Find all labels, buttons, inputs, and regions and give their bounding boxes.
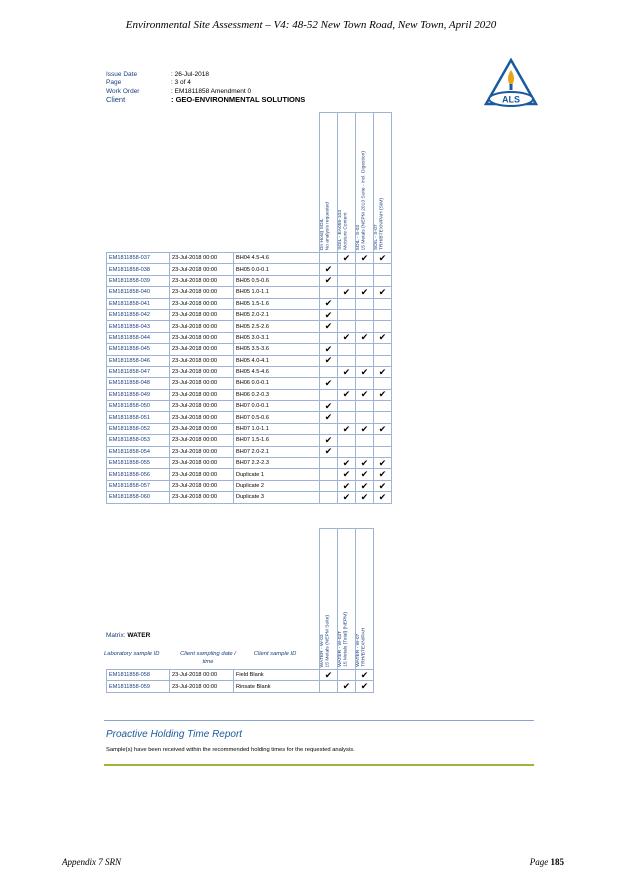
- check-cell: ✔: [374, 366, 392, 377]
- sampling-date: 23-Jul-2018 00:00: [170, 275, 234, 286]
- lab-sample-id: EM1811858-060: [107, 492, 170, 503]
- lab-sample-id: EM1811858-057: [107, 480, 170, 491]
- check-cell: [374, 275, 392, 286]
- client-sample-id: BH07 2.0-2.1: [234, 446, 320, 457]
- sampling-date: 23-Jul-2018 00:00: [170, 435, 234, 446]
- check-cell: [320, 469, 338, 480]
- sampling-date: 23-Jul-2018 00:00: [170, 332, 234, 343]
- check-cell: [356, 412, 374, 423]
- lab-sample-id: EM1811858-040: [107, 287, 170, 298]
- check-cell: [320, 681, 338, 692]
- check-cell: ✔: [374, 480, 392, 491]
- table-row: [107, 435, 392, 446]
- report-meta: [106, 71, 305, 105]
- client-sample-id: BH06 0.2-0.3: [234, 389, 320, 400]
- check-cell: ✔: [374, 423, 392, 434]
- check-cell: ✔: [320, 670, 338, 681]
- check-cell: ✔: [338, 423, 356, 434]
- sampling-date: 23-Jul-2018 00:00: [170, 355, 234, 366]
- col-head-client-sample: Client sample ID: [253, 651, 297, 657]
- check-cell: [356, 446, 374, 457]
- client-sample-id: BH07 1.0-1.1: [234, 423, 320, 434]
- table-row: [107, 275, 392, 286]
- check-cell: [374, 412, 392, 423]
- client-label: Client: [106, 95, 126, 105]
- check-cell: [320, 480, 338, 491]
- sampling-date: 23-Jul-2018 00:00: [170, 401, 234, 412]
- lab-sample-id: EM1811858-047: [107, 366, 170, 377]
- table-row: [107, 309, 392, 320]
- check-cell: ✔: [356, 366, 374, 377]
- check-cell: ✔: [374, 389, 392, 400]
- check-cell: [374, 344, 392, 355]
- check-cell: [320, 389, 338, 400]
- check-cell: [374, 435, 392, 446]
- check-cell: [374, 355, 392, 366]
- water-col-header: WATER - W-03 15 Metals (NEPM Suite): [320, 529, 338, 670]
- sampling-date: 23-Jul-2018 00:00: [170, 344, 234, 355]
- table-row: [107, 681, 374, 692]
- col-head-lab-id: Laboratory sample ID: [104, 651, 160, 657]
- footer-page: Page 185: [529, 857, 564, 867]
- check-cell: [374, 298, 392, 309]
- table-row: [107, 670, 374, 681]
- client-sample-id: BH05 3.0-3.1: [234, 332, 320, 343]
- table-row: [107, 412, 392, 423]
- check-cell: ✔: [356, 458, 374, 469]
- check-cell: [338, 264, 356, 275]
- client-sample-id: BH05 0.5-0.6: [234, 275, 320, 286]
- lab-sample-id: EM1811858-044: [107, 332, 170, 343]
- sampling-date: 23-Jul-2018 00:00: [170, 264, 234, 275]
- client-sample-id: BH07 2.2-2.3: [234, 458, 320, 469]
- sampling-date: 23-Jul-2018 00:00: [170, 480, 234, 491]
- check-cell: [338, 378, 356, 389]
- check-cell: [320, 253, 338, 264]
- check-cell: [320, 492, 338, 503]
- lab-sample-id: EM1811858-050: [107, 401, 170, 412]
- page-value: : 3 of 4: [171, 79, 191, 87]
- page-header: Environmental Site Assessment – V4: 48-52 New Town Road, New Town, April 2020: [125, 19, 497, 31]
- check-cell: ✔: [338, 332, 356, 343]
- sampling-date: 23-Jul-2018 00:00: [170, 309, 234, 320]
- check-cell: [356, 321, 374, 332]
- sampling-date: 23-Jul-2018 00:00: [170, 670, 234, 681]
- check-cell: ✔: [338, 366, 356, 377]
- check-cell: [356, 309, 374, 320]
- check-cell: [338, 670, 356, 681]
- check-cell: [356, 275, 374, 286]
- footer-page-number: 185: [550, 857, 564, 867]
- check-cell: ✔: [338, 287, 356, 298]
- lab-sample-id: EM1811858-059: [107, 681, 170, 692]
- section-divider: [104, 720, 534, 721]
- check-cell: [356, 401, 374, 412]
- check-cell: ✔: [338, 458, 356, 469]
- check-cell: ✔: [356, 423, 374, 434]
- check-cell: ✔: [338, 469, 356, 480]
- table-row: [107, 423, 392, 434]
- check-cell: [356, 264, 374, 275]
- check-cell: [338, 344, 356, 355]
- check-cell: [356, 344, 374, 355]
- client-sample-id: BH06 0.0-0.1: [234, 378, 320, 389]
- check-cell: ✔: [374, 492, 392, 503]
- lab-sample-id: EM1811858-055: [107, 458, 170, 469]
- lab-sample-id: EM1811858-053: [107, 435, 170, 446]
- check-cell: [338, 435, 356, 446]
- soil-col-header: On Hold) SOIL No analysis requested: [320, 113, 338, 253]
- check-cell: ✔: [320, 378, 338, 389]
- check-cell: ✔: [320, 275, 338, 286]
- check-cell: ✔: [320, 412, 338, 423]
- check-cell: [374, 378, 392, 389]
- table-row: [107, 344, 392, 355]
- check-cell: [356, 378, 374, 389]
- sampling-date: 23-Jul-2018 00:00: [170, 298, 234, 309]
- check-cell: ✔: [320, 321, 338, 332]
- sampling-date: 23-Jul-2018 00:00: [170, 423, 234, 434]
- issue-date: : 26-Jul-2018: [171, 71, 209, 78]
- lab-sample-id: EM1811858-043: [107, 321, 170, 332]
- check-cell: [338, 446, 356, 457]
- check-cell: ✔: [356, 681, 374, 692]
- sampling-date: 23-Jul-2018 00:00: [170, 469, 234, 480]
- matrix-label: Matrix: WATER: [106, 632, 151, 639]
- soil-col-header: SOIL - S-07 TRH/BTEXN/PAH (SIM): [374, 113, 392, 253]
- client-sample-id: BH07 1.5-1.6: [234, 435, 320, 446]
- check-cell: ✔: [374, 287, 392, 298]
- lab-sample-id: EM1811858-051: [107, 412, 170, 423]
- table-row: [107, 492, 392, 503]
- col-head-sampling-date: Client sampling date / time: [180, 651, 236, 665]
- logo-text: ALS: [502, 94, 520, 105]
- check-cell: [338, 412, 356, 423]
- soil-col-header: SOIL - EA055-103 Moisture Content: [338, 113, 356, 253]
- check-cell: [338, 298, 356, 309]
- lab-sample-id: EM1811858-058: [107, 670, 170, 681]
- check-cell: ✔: [356, 480, 374, 491]
- table-row: [107, 366, 392, 377]
- lab-sample-id: EM1811858-052: [107, 423, 170, 434]
- footer-appendix: Appendix 7 SRN: [62, 857, 121, 867]
- sampling-date: 23-Jul-2018 00:00: [170, 458, 234, 469]
- check-cell: ✔: [356, 287, 374, 298]
- check-cell: [374, 446, 392, 457]
- check-cell: ✔: [338, 253, 356, 264]
- client-sample-id: Rinsate Blank: [234, 681, 320, 692]
- check-cell: ✔: [374, 458, 392, 469]
- check-cell: [320, 366, 338, 377]
- lab-sample-id: EM1811858-056: [107, 469, 170, 480]
- table-row: [107, 401, 392, 412]
- client-sample-id: BH04 4.5-4.6: [234, 253, 320, 264]
- check-cell: ✔: [356, 389, 374, 400]
- lab-sample-id: EM1811858-049: [107, 389, 170, 400]
- table-row: [107, 332, 392, 343]
- check-cell: ✔: [320, 344, 338, 355]
- check-cell: ✔: [374, 469, 392, 480]
- check-cell: ✔: [320, 446, 338, 457]
- client-sample-id: BH05 1.0-1.1: [234, 287, 320, 298]
- check-cell: ✔: [374, 332, 392, 343]
- table-row: [107, 458, 392, 469]
- als-logo: [484, 58, 538, 108]
- check-cell: [338, 355, 356, 366]
- sampling-date: 23-Jul-2018 00:00: [170, 681, 234, 692]
- client-sample-id: BH05 2.5-2.6: [234, 321, 320, 332]
- check-cell: [374, 321, 392, 332]
- lab-sample-id: EM1811858-039: [107, 275, 170, 286]
- lab-sample-id: EM1811858-038: [107, 264, 170, 275]
- check-cell: ✔: [320, 264, 338, 275]
- lab-sample-id: EM1811858-054: [107, 446, 170, 457]
- check-cell: ✔: [338, 389, 356, 400]
- sampling-date: 23-Jul-2018 00:00: [170, 389, 234, 400]
- sampling-date: 23-Jul-2018 00:00: [170, 446, 234, 457]
- lab-sample-id: EM1811858-045: [107, 344, 170, 355]
- check-cell: [320, 332, 338, 343]
- sampling-date: 23-Jul-2018 00:00: [170, 366, 234, 377]
- client-sample-id: Duplicate 2: [234, 480, 320, 491]
- lab-sample-id: EM1811858-037: [107, 253, 170, 264]
- table-row: [107, 253, 392, 264]
- proactive-title: Proactive Holding Time Report: [106, 729, 243, 740]
- client-sample-id: BH05 4.0-4.1: [234, 355, 320, 366]
- check-cell: ✔: [374, 253, 392, 264]
- page-label: Page: [106, 79, 122, 87]
- check-cell: [320, 423, 338, 434]
- table-row: [107, 287, 392, 298]
- table-row: [107, 389, 392, 400]
- check-cell: [320, 458, 338, 469]
- work-order: : EM1811858 Amendment 0: [171, 87, 252, 95]
- client-sample-id: Duplicate 1: [234, 469, 320, 480]
- sampling-date: 23-Jul-2018 00:00: [170, 287, 234, 298]
- client-sample-id: Duplicate 3: [234, 492, 320, 503]
- check-cell: [338, 309, 356, 320]
- check-cell: ✔: [356, 492, 374, 503]
- lab-sample-id: EM1811858-042: [107, 309, 170, 320]
- client-sample-id: BH05 2.0-2.1: [234, 309, 320, 320]
- check-cell: ✔: [320, 401, 338, 412]
- sampling-date: 23-Jul-2018 00:00: [170, 412, 234, 423]
- client-sample-id: BH05 1.5-1.6: [234, 298, 320, 309]
- check-cell: ✔: [356, 332, 374, 343]
- check-cell: ✔: [320, 435, 338, 446]
- client-sample-id: BH07 0.0-0.1: [234, 401, 320, 412]
- water-col-header: WATER - W-07 TRH/BTEXN/PAH: [356, 529, 374, 670]
- table-row: [107, 355, 392, 366]
- table-row: [107, 264, 392, 275]
- check-cell: ✔: [320, 309, 338, 320]
- client-sample-id: BH05 4.5-4.6: [234, 366, 320, 377]
- check-cell: ✔: [356, 670, 374, 681]
- check-cell: [320, 287, 338, 298]
- section-divider-green: [104, 764, 534, 766]
- check-cell: [356, 435, 374, 446]
- check-cell: [374, 309, 392, 320]
- lab-sample-id: EM1811858-046: [107, 355, 170, 366]
- check-cell: ✔: [320, 298, 338, 309]
- client-sample-id: Field Blank: [234, 670, 320, 681]
- sampling-date: 23-Jul-2018 00:00: [170, 321, 234, 332]
- check-cell: [338, 401, 356, 412]
- table-row: [107, 298, 392, 309]
- check-cell: [338, 321, 356, 332]
- check-cell: ✔: [338, 480, 356, 491]
- check-cell: [374, 401, 392, 412]
- table-row: [107, 378, 392, 389]
- proactive-text: Sample(s) have been received within the recommended holding times for the requested analysis.: [106, 747, 355, 753]
- check-cell: [356, 355, 374, 366]
- matrix-value: WATER: [127, 632, 151, 639]
- table-row: [107, 321, 392, 332]
- check-cell: [356, 298, 374, 309]
- water-sample-table: [106, 528, 374, 693]
- check-cell: [338, 275, 356, 286]
- client-sample-id: BH05 3.5-3.6: [234, 344, 320, 355]
- lab-sample-id: EM1811858-048: [107, 378, 170, 389]
- check-cell: [374, 264, 392, 275]
- table-row: [107, 446, 392, 457]
- lab-sample-id: EM1811858-041: [107, 298, 170, 309]
- table-row: [107, 480, 392, 491]
- check-cell: ✔: [356, 469, 374, 480]
- client-sample-id: BH05 0.0-0.1: [234, 264, 320, 275]
- sampling-date: 23-Jul-2018 00:00: [170, 492, 234, 503]
- check-cell: ✔: [356, 253, 374, 264]
- check-cell: ✔: [320, 355, 338, 366]
- client: : GEO-ENVIRONMENTAL SOLUTIONS: [171, 95, 306, 105]
- water-col-header: WATER - W-03T 15 Metals (Total) (NEPM): [338, 529, 356, 670]
- soil-sample-table: [106, 112, 392, 504]
- issue-date-label: Issue Date: [106, 71, 138, 78]
- sampling-date: 23-Jul-2018 00:00: [170, 378, 234, 389]
- soil-col-header: SOIL - S-03 15 Metals (NEPM 2013 Suite - incl. Digestion): [356, 113, 374, 253]
- sampling-date: 23-Jul-2018 00:00: [170, 253, 234, 264]
- client-sample-id: BH07 0.5-0.6: [234, 412, 320, 423]
- work-order-label: Work Order: [106, 87, 140, 95]
- check-cell: ✔: [338, 681, 356, 692]
- check-cell: ✔: [338, 492, 356, 503]
- table-row: [107, 469, 392, 480]
